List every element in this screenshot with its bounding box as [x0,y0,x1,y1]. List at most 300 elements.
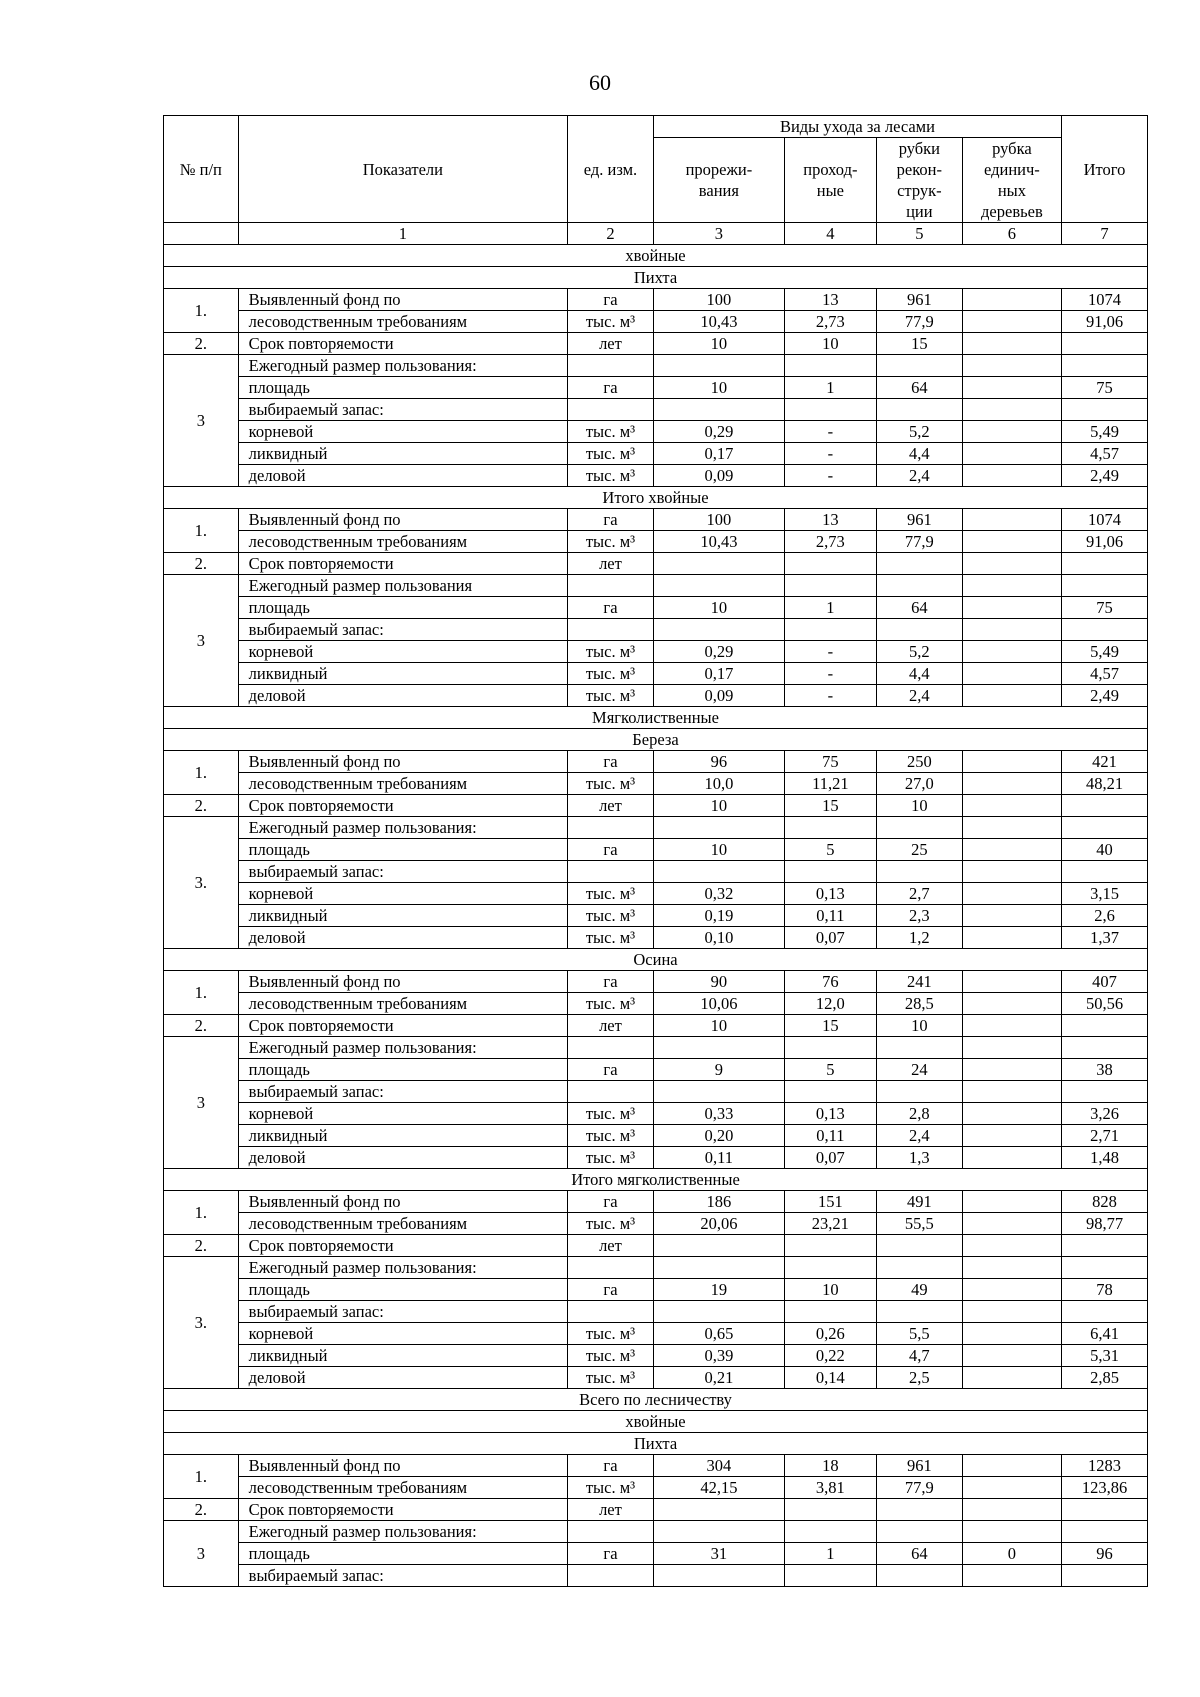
total-cell [1062,333,1148,355]
unit-cell: тыс. м³ [568,641,654,663]
indicator-cell: лесоводственным требованиям [238,1477,567,1499]
value-cell [876,399,962,421]
row-number: 3 [164,1521,239,1587]
table-row [164,1059,1148,1081]
value-cell [962,839,1061,861]
total-cell [1062,861,1148,883]
table-row [164,289,1148,311]
value-cell: 31 [653,1543,784,1565]
value-cell: 19 [653,1279,784,1301]
col-number: 2 [568,223,654,245]
page-number: 60 [589,70,611,95]
unit-cell: га [568,377,654,399]
value-cell [784,1081,876,1103]
total-cell: 828 [1062,1191,1148,1213]
section-title: Мягколиственные [164,707,1148,729]
value-cell [784,553,876,575]
value-cell [962,685,1061,707]
value-cell [962,1279,1061,1301]
indicator-cell: Выявленный фонд по [238,1191,567,1213]
value-cell [962,1081,1061,1103]
value-cell: 961 [876,289,962,311]
value-cell: 0,13 [784,1103,876,1125]
value-cell: 90 [653,971,784,993]
total-cell: 1283 [1062,1455,1148,1477]
unit-cell [568,1301,654,1323]
value-cell [784,1565,876,1587]
indicator-cell: ликвидный [238,1345,567,1367]
value-cell: 0,09 [653,465,784,487]
table-row [164,1367,1148,1389]
value-cell [962,817,1061,839]
table-header [164,116,1148,245]
table-row [164,905,1148,927]
value-cell: 2,4 [876,1125,962,1147]
section-row [164,1433,1148,1455]
indicator-cell: деловой [238,1147,567,1169]
value-cell [962,1147,1061,1169]
value-cell: 0,13 [784,883,876,905]
row-number: 2. [164,333,239,355]
table-row [164,839,1148,861]
value-cell: 64 [876,377,962,399]
value-cell [653,1521,784,1543]
value-cell [653,861,784,883]
value-cell: 0 [962,1543,1061,1565]
value-cell: - [784,685,876,707]
unit-cell: га [568,1279,654,1301]
value-cell [962,1323,1061,1345]
value-cell [962,905,1061,927]
total-cell [1062,619,1148,641]
section-title: Осина [164,949,1148,971]
total-cell: 75 [1062,597,1148,619]
total-cell [1062,1015,1148,1037]
indicator-cell: Срок повторяемости [238,553,567,575]
section-row [164,707,1148,729]
indicator-cell: лесоводственным требованиям [238,773,567,795]
total-cell [1062,399,1148,421]
indicator-cell: ликвидный [238,1125,567,1147]
header-indicators: Показатели [238,116,567,223]
unit-cell: тыс. м³ [568,1345,654,1367]
total-cell [1062,1257,1148,1279]
value-cell: 77,9 [876,1477,962,1499]
indicator-cell: Срок повторяемости [238,1499,567,1521]
indicator-cell: Выявленный фонд по [238,509,567,531]
total-cell [1062,1235,1148,1257]
indicator-cell: выбираемый запас: [238,861,567,883]
value-cell: 10 [653,597,784,619]
value-cell [962,1455,1061,1477]
value-cell [962,1059,1061,1081]
value-cell [653,817,784,839]
value-cell: 10 [653,333,784,355]
section-title: Береза [164,729,1148,751]
value-cell: 1 [784,1543,876,1565]
table-row [164,1521,1148,1543]
value-cell: 2,4 [876,685,962,707]
value-cell: 15 [784,1015,876,1037]
row-number: 1. [164,289,239,333]
total-cell: 1,37 [1062,927,1148,949]
unit-cell [568,1037,654,1059]
value-cell: 1 [784,377,876,399]
unit-cell: га [568,839,654,861]
value-cell: 961 [876,1455,962,1477]
table-row [164,355,1148,377]
value-cell: 13 [784,289,876,311]
total-cell [1062,1521,1148,1543]
value-cell: 0,07 [784,1147,876,1169]
value-cell: 77,9 [876,531,962,553]
indicator-cell: корневой [238,1103,567,1125]
table-row [164,421,1148,443]
col-number: 1 [238,223,567,245]
value-cell [962,1257,1061,1279]
value-cell: 10 [653,1015,784,1037]
indicator-cell: лесоводственным требованиям [238,993,567,1015]
table-row [164,1301,1148,1323]
value-cell: 64 [876,597,962,619]
value-cell [653,1257,784,1279]
value-cell: 4,4 [876,443,962,465]
value-cell [962,1345,1061,1367]
table-row [164,597,1148,619]
section-row [164,1169,1148,1191]
row-number: 2. [164,1499,239,1521]
table-row [164,377,1148,399]
unit-cell: тыс. м³ [568,1103,654,1125]
value-cell [962,795,1061,817]
value-cell: 10,06 [653,993,784,1015]
header-reconstruction: рубки рекон- струк- ции [876,138,962,223]
row-number: 3 [164,355,239,487]
total-cell [1062,1499,1148,1521]
section-row [164,729,1148,751]
indicator-cell: Срок повторяемости [238,333,567,355]
value-cell [784,1257,876,1279]
unit-cell [568,1565,654,1587]
forest-care-table [163,115,1148,1587]
value-cell: - [784,421,876,443]
total-cell [1062,817,1148,839]
section-title: Итого мягколиственные [164,1169,1148,1191]
value-cell: 24 [876,1059,962,1081]
unit-cell: га [568,1191,654,1213]
indicator-cell: ликвидный [238,663,567,685]
value-cell [962,971,1061,993]
unit-cell: тыс. м³ [568,993,654,1015]
table-row [164,1455,1148,1477]
value-cell: 961 [876,509,962,531]
total-cell: 2,49 [1062,685,1148,707]
value-cell [962,1125,1061,1147]
table-row [164,1037,1148,1059]
total-cell: 98,77 [1062,1213,1148,1235]
indicator-cell: Срок повторяемости [238,795,567,817]
value-cell: 1,3 [876,1147,962,1169]
value-cell: 0,22 [784,1345,876,1367]
value-cell: 2,73 [784,531,876,553]
value-cell: 10,43 [653,531,784,553]
value-cell [962,641,1061,663]
value-cell [653,1081,784,1103]
value-cell: 2,8 [876,1103,962,1125]
value-cell: 10 [653,377,784,399]
unit-cell [568,575,654,597]
table-row [164,1147,1148,1169]
total-cell [1062,553,1148,575]
value-cell [653,1499,784,1521]
value-cell [962,443,1061,465]
indicator-cell: Ежегодный размер пользования: [238,1037,567,1059]
value-cell: 1,2 [876,927,962,949]
value-cell: 77,9 [876,311,962,333]
unit-cell: га [568,1059,654,1081]
value-cell: 0,29 [653,641,784,663]
unit-cell: тыс. м³ [568,905,654,927]
value-cell: 151 [784,1191,876,1213]
row-number: 3. [164,817,239,949]
value-cell: 10 [876,1015,962,1037]
unit-cell: тыс. м³ [568,1367,654,1389]
value-cell: 100 [653,289,784,311]
value-cell [784,1499,876,1521]
unit-cell: тыс. м³ [568,421,654,443]
unit-cell: тыс. м³ [568,773,654,795]
value-cell: 241 [876,971,962,993]
indicator-cell: Выявленный фонд по [238,751,567,773]
total-cell [1062,1081,1148,1103]
table-row [164,971,1148,993]
table-row [164,1125,1148,1147]
indicator-cell: Ежегодный размер пользования: [238,1257,567,1279]
column-numbering-row [164,223,1148,245]
section-title: Пихта [164,267,1148,289]
table-row [164,993,1148,1015]
header-unit: ед. изм. [568,116,654,223]
indicator-cell: площадь [238,1279,567,1301]
unit-cell: тыс. м³ [568,685,654,707]
value-cell [784,1235,876,1257]
indicator-cell: площадь [238,1543,567,1565]
value-cell: 10 [784,333,876,355]
value-cell [962,1103,1061,1125]
value-cell: 49 [876,1279,962,1301]
indicator-cell: Ежегодный размер пользования: [238,817,567,839]
value-cell: 4,7 [876,1345,962,1367]
value-cell [784,1301,876,1323]
value-cell: 0,17 [653,443,784,465]
total-cell [1062,795,1148,817]
value-cell: 12,0 [784,993,876,1015]
value-cell [962,531,1061,553]
indicator-cell: Ежегодный размер пользования [238,575,567,597]
total-cell [1062,355,1148,377]
unit-cell: лет [568,1015,654,1037]
section-row [164,949,1148,971]
value-cell: 10 [876,795,962,817]
unit-cell: га [568,1455,654,1477]
value-cell: 28,5 [876,993,962,1015]
value-cell [876,1499,962,1521]
value-cell [962,333,1061,355]
row-number: 3 [164,1037,239,1169]
value-cell [876,861,962,883]
value-cell [962,465,1061,487]
value-cell [962,355,1061,377]
section-row [164,487,1148,509]
col-number: 6 [962,223,1061,245]
table-row [164,795,1148,817]
indicator-cell: Срок повторяемости [238,1015,567,1037]
total-cell: 407 [1062,971,1148,993]
value-cell [653,399,784,421]
total-cell [1062,1565,1148,1587]
value-cell [962,1477,1061,1499]
value-cell: 96 [653,751,784,773]
table-row [164,751,1148,773]
row-number: 1. [164,1191,239,1235]
value-cell: 13 [784,509,876,531]
value-cell: 1 [784,597,876,619]
unit-cell: га [568,751,654,773]
table-row [164,641,1148,663]
total-cell [1062,1301,1148,1323]
total-cell: 50,56 [1062,993,1148,1015]
table-row [164,509,1148,531]
indicator-cell: деловой [238,685,567,707]
value-cell: 76 [784,971,876,993]
row-number: 1. [164,509,239,553]
value-cell: 0,11 [784,1125,876,1147]
value-cell: 3,81 [784,1477,876,1499]
table-row [164,1213,1148,1235]
table-row [164,575,1148,597]
value-cell: 5,5 [876,1323,962,1345]
row-number: 1. [164,751,239,795]
unit-cell [568,817,654,839]
value-cell [962,289,1061,311]
section-title: Пихта [164,1433,1148,1455]
value-cell: 5,2 [876,641,962,663]
total-cell: 2,49 [1062,465,1148,487]
unit-cell [568,1081,654,1103]
value-cell [962,1235,1061,1257]
unit-cell: лет [568,1235,654,1257]
value-cell: 186 [653,1191,784,1213]
value-cell: 0,26 [784,1323,876,1345]
value-cell [784,619,876,641]
value-cell: 10 [784,1279,876,1301]
total-cell: 3,26 [1062,1103,1148,1125]
value-cell [876,355,962,377]
value-cell [962,751,1061,773]
value-cell: 64 [876,1543,962,1565]
value-cell [962,1213,1061,1235]
row-number: 2. [164,1235,239,1257]
value-cell [962,509,1061,531]
value-cell [784,1037,876,1059]
header-thinning: прорежи- вания [653,138,784,223]
value-cell [784,1521,876,1543]
indicator-cell: деловой [238,1367,567,1389]
value-cell [962,421,1061,443]
indicator-cell: корневой [238,883,567,905]
value-cell [962,663,1061,685]
value-cell [653,553,784,575]
unit-cell: тыс. м³ [568,443,654,465]
value-cell [876,1565,962,1587]
indicator-cell: Выявленный фонд по [238,289,567,311]
value-cell: 42,15 [653,1477,784,1499]
value-cell [876,1301,962,1323]
value-cell [784,399,876,421]
unit-cell: га [568,289,654,311]
value-cell [653,619,784,641]
total-cell: 5,49 [1062,641,1148,663]
section-title: хвойные [164,245,1148,267]
value-cell: 5 [784,1059,876,1081]
value-cell [653,1235,784,1257]
unit-cell: тыс. м³ [568,311,654,333]
indicator-cell: площадь [238,597,567,619]
row-number: 2. [164,1015,239,1037]
table-row [164,1081,1148,1103]
value-cell: - [784,443,876,465]
col-number: 5 [876,223,962,245]
unit-cell [568,399,654,421]
value-cell [653,1301,784,1323]
value-cell: 0,11 [653,1147,784,1169]
value-cell [962,1037,1061,1059]
table-row [164,1103,1148,1125]
indicator-cell: корневой [238,1323,567,1345]
value-cell [962,597,1061,619]
table-row [164,1477,1148,1499]
table-row [164,927,1148,949]
row-number: 2. [164,795,239,817]
value-cell [962,553,1061,575]
value-cell [962,399,1061,421]
value-cell [876,1081,962,1103]
value-cell: 10,0 [653,773,784,795]
indicator-cell: ликвидный [238,905,567,927]
value-cell: 0,09 [653,685,784,707]
value-cell [962,575,1061,597]
total-cell: 123,86 [1062,1477,1148,1499]
indicator-cell: выбираемый запас: [238,1301,567,1323]
value-cell: 11,21 [784,773,876,795]
value-cell [876,1257,962,1279]
table-row [164,1191,1148,1213]
indicator-cell: Ежегодный размер пользования: [238,355,567,377]
value-cell: 10 [653,795,784,817]
total-cell: 1,48 [1062,1147,1148,1169]
value-cell [876,1235,962,1257]
value-cell [962,377,1061,399]
section-row [164,1389,1148,1411]
value-cell: 0,32 [653,883,784,905]
value-cell [962,311,1061,333]
value-cell: 25 [876,839,962,861]
indicator-cell: площадь [238,1059,567,1081]
value-cell: 491 [876,1191,962,1213]
indicator-cell: площадь [238,839,567,861]
total-cell: 91,06 [1062,311,1148,333]
value-cell: 0,21 [653,1367,784,1389]
